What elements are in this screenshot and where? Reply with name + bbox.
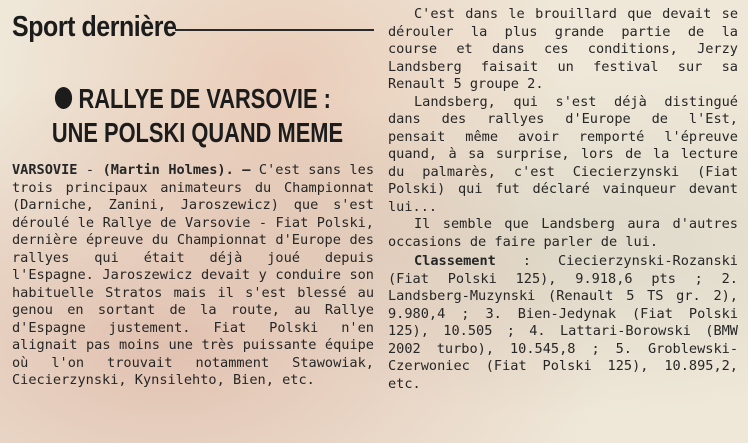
section-title: Sport dernière	[12, 10, 177, 43]
classement-text: : Ciecierzynski-Rozanski (Fiat Polski 125), 9.918,6 pts ; 2. Landsberg-Muzynski (Renault 5 TS gr. 2), 9.980,4 ; 3. Bien-Jedynak (Fiat Polski 125), 10.505 ; 4. Lattari-Borowski (BMW 2002 turbo), 10.545,8 ; 5. Groblewski-Czerwoniec (Fiat Polski 125), 10.895,2, etc.	[388, 253, 738, 392]
headline-line-2: UNE POLSKI QUAND MEME	[51, 117, 344, 148]
headline	[12, 82, 374, 150]
article-paragraph-2: C'est dans le brouillard que devait se dérouler la plus grande partie de la course et dans ces conditions, Jerzy Landsberg faisait un festival sur sa Renault 5 groupe 2.	[388, 6, 738, 92]
article-paragraph-1: VARSOVIE - (Martin Holmes). — C'est sans les trois principaux animateurs du Championnat (Darniche, Zanini, Jaroszewicz) que s'est déroulé le Rallye de Varsovie - Fiat Polski, dernière épreuve du Championnat d'Europe des rallyes qui était déjà joué depuis l'Espagne. Jaroszewicz devait y conduire son habituelle Stratos mais il s'est blessé au genou en sortant de la route, au Rallye d'Espagne justement. Fiat Polski n'en alignait pas moins une très puissante équipe où l'on trouvait notamment Stawowiak, Ciecierzynski, Kynsilehto, Bien, etc.	[12, 162, 374, 388]
right-column	[388, 6, 738, 393]
headline-line-1	[52, 82, 334, 116]
dateline-place: VARSOVIE	[12, 162, 78, 178]
bullet-icon	[55, 87, 72, 109]
results-paragraph	[388, 253, 738, 393]
article-paragraph-3: Landsberg, qui s'est déjà distingué dans des rallyes d'Europe de l'Est, pensait même avoir remporté l'épreuve quand, à sa surprise, lors de la lecture du palmarès, c'est Ciecierzynski (Fiat Polski) qui fut déclaré vainqueur devant lui...	[388, 93, 738, 215]
section-rule	[175, 29, 374, 31]
left-column	[12, 6, 374, 390]
headline-line-1-text: RALLYE DE VARSOVIE :	[78, 83, 331, 114]
dateline-author: (Martin Holmes).	[102, 162, 234, 178]
classement-label: Classement	[414, 253, 496, 269]
paragraph-1-text: C'est sans les trois principaux animateurs du Championnat (Darniche, Zanini, Jaroszewicz) que s'est déroulé le Rallye de Varsovie - Fiat Polski, dernière épreuve du Championnat d'Europe des rallyes qui était déjà joué depuis l'Espagne. Jaroszewicz devait y conduire son habituelle Stratos mais il s'est blessé au genou en sortant de la route, au Rallye d'Espagne justement. Fiat Polski n'en alignait pas moins une très puissante équipe où l'on trouvait notamment Stawowiak, Ciecierzynski, Kynsilehto, Bien, etc.	[12, 162, 374, 388]
dateline-dash: —	[242, 162, 251, 178]
article-paragraph-4: Il semble que Landsberg aura d'autres occasions de faire parler de lui.	[388, 216, 738, 250]
section-header	[12, 6, 374, 48]
